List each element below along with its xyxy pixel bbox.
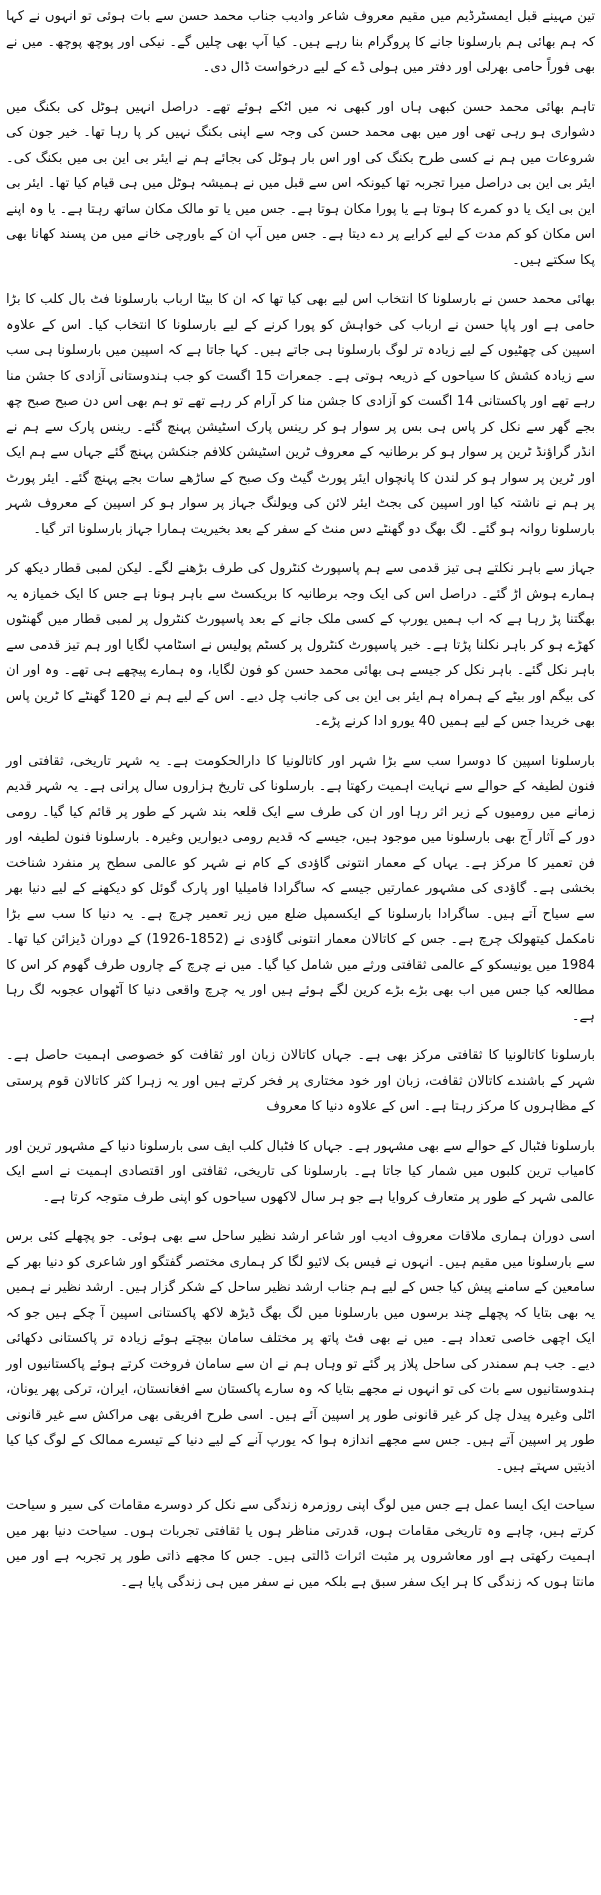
article-paragraph-7: بارسلونا فٹبال کے حوالے سے بھی مشہور ہے۔ جہاں کا فٹبال کلب ایف سی بارسلونا دنیا کے مشہور ترین اور کامیاب ترین کلبوں میں شمار کیا جاتا ہے۔ بارسلونا کی تاریخی، ثقافتی اور اقتصادی اہمیت نے اسے ایک عالمی شہر کے طور پر متعارف کروایا ہے جو ہر سال لاکھوں سیاحوں کو اپنی طرف متوجہ کرتا ہے۔	[6, 1138, 595, 1205]
article-paragraph-1: تین مہینے قبل ایمسٹرڈیم میں مقیم معروف شاعر وادیب جناب محمد حسن سے بات ہوئی تو انہوں نے کہا کہ ہم بھائی ہم بارسلونا جانے کا پروگرام بنا رہے ہیں۔ کیا آپ بھی چلیں گے۔ نیکی اور پوچھ پوچھ۔ میں نے بھی فوراً حامی بھرلی اور دفتر میں ہولی ڈے کے لیے درخواست ڈال دی۔	[6, 9, 595, 75]
article-paragraph-2: تاہم بھائی محمد حسن کبھی ہاں اور کبھی نہ میں اٹکے ہوئے تھے۔ دراصل انہیں ہوٹل کی بکنگ میں دشواری ہو رہی تھی اور میں بھی محمد حسن کی وجہ سے اپنی بکنگ نہیں کر پا رہا تھا۔ خیر جون کی شروعات میں ہم نے کسی طرح بکنگ کی اور اس بار ہوٹل کی بجائے ہم نے ایئر بی این بی میں بکنگ کی۔ ایئر بی این بی دراصل میرا تجربہ تھا کیونکہ اس سے قبل میں نے ہمیشہ ہوٹل میں ہی قیام کیا تھا۔ ایئر بی این بی ایک یا دو کمرے کا ہوتا ہے یا پورا مکان ہوتا ہے۔ جس میں یا تو مالک مکان ساتھ رہتا ہے۔ یا وہ اپنے اس مکان کو کم مدت کے لیے کرایے پر دے دیتا ہے۔ جس میں آپ ان کے باورچی خانے میں من پسند کھانا بھی پکا سکتے ہیں۔	[6, 99, 595, 268]
article-paragraph-9: سیاحت ایک ایسا عمل ہے جس میں لوگ اپنی روزمرہ زندگی سے نکل کر دوسرے مقامات کی سیر و سیاحت کرتے ہیں، چاہے وہ تاریخی مقامات ہوں، قدرتی مناظر ہوں یا ثقافتی تجربات ہوں۔ سیاحت دنیا بھر میں اہمیت رکھتی ہے اور معاشروں پر مثبت اثرات ڈالتی ہیں۔ جس کا مجھے ذاتی طور پر تجربہ ہے اور میں مانتا ہوں کہ زندگی کا ہر ایک سفر سبق ہے بلکہ میں نے سفر میں ہی زندگی پایا ہے۔	[6, 1498, 595, 1590]
article-paragraph-8: اسی دوران ہماری ملاقات معروف ادیب اور شاعر ارشد نظیر ساحل سے بھی ہوئی۔ جو پچھلے کئی برس سے بارسلونا میں مقیم ہیں۔ انہوں نے فیس بک لائیو لگا کر ہماری مختصر گفتگو اور شاعری کو دنیا بھر کے سامعین کے سامنے پیش کیا جس کے لیے ہم جناب ارشد نظیر ساحل کے شکر گزار ہیں۔ ارشد نظیر نے ہمیں یہ بھی بتایا کہ پچھلے چند برسوں میں بارسلونا میں لگ بھگ ڈیڑھ لاکھ پاکستانی اسپین آ چکے ہیں جو کہ ایک اچھی خاصی تعداد ہے۔ میں نے بھی فٹ پاتھ پر مختلف سامان بیچتے ہوئے زیادہ تر پاکستانی دکھائی دیے۔ جب ہم سمندر کی ساحل پلاز پر گئے تو وہاں ہم نے ان سے سامان فروخت کرتے ہوئے پاکستانیوں اور ہندوستانیوں سے بات کی تو انہوں نے مجھے بتایا کہ وہ سارے پاکستان سے افغانستان، ایران، ترکی پھر یونان، اٹلی وغیرہ پیدل چل کر غیر قانونی طور پر اسپین آئے ہیں۔ اسی طرح افریقی بھی مراکش سے غیر قانونی طور پر اسپین آتے ہیں۔ جس سے مجھے اندازہ ہوا کہ یورپ آنے کے لیے دنیا کے تیسرے ممالک کے لوگ کیا کیا اذیتیں سہتے ہیں۔	[6, 1229, 595, 1474]
article-paragraph-4: جہاز سے باہر نکلتے ہی تیز قدمی سے ہم پاسپورٹ کنٹرول کی طرف بڑھنے لگے۔ لیکن لمبی قطار دیکھ کر ہمارے ہوش اڑ گئے۔ دراصل اس کی ایک وجہ برطانیہ کا بریکسٹ سے باہر ہونا ہے جس کا ایک خمیازہ یہ بھگتنا پڑ رہا ہے کہ اب ہمیں یورپ کے کسی ملک جانے کے بعد پاسپورٹ کنٹرول پر لمبی قطار میں گھنٹوں کھڑے ہو کر باہر نکلنا پڑتا ہے۔ خیر پاسپورٹ کنٹرول پر کسٹم پولیس نے اسٹامپ لگایا اور ہم تیز قدمی سے باہر نکل گئے۔ باہر نکل کر جیسے ہی بھائی محمد حسن کو فون لگایا، وہ ہمارے پیچھے ہی تھے۔ وہ اور ان کی بیگم اور بیٹے کے ہمراہ ہم ایئر بی این بی کی جانب چل دیے۔ اس کے لیے ہم نے 120 گھنٹے کا ٹرین پاس بھی خریدا جس کے لیے ہمیں 40 یورو ادا کرنے پڑے۔	[6, 561, 595, 729]
article-paragraph-6: بارسلونا کاتالونیا کا ثقافتی مرکز بھی ہے۔ جہاں کاتالان زبان اور ثقافت کو خصوصی اہمیت حاصل ہے۔ شہر کے باشندے کاتالان ثقافت، زبان اور خود مختاری پر فخر کرتے ہیں اور یہ زہرا کثر کاتالان قوم پرستی کے مظاہروں کا مرکز رہتا ہے۔ اس کے علاوہ دنیا کا معروف	[6, 1048, 595, 1114]
article-paragraph-5: بارسلونا اسپین کا دوسرا سب سے بڑا شہر اور کاتالونیا کا دارالحکومت ہے۔ یہ شہر تاریخی، ثقافتی اور فنون لطیفہ کے حوالے سے نہایت اہمیت رکھتا ہے۔ بارسلونا کی تاریخ ہزاروں سال پرانی ہے۔ یہ شہر قدیم زمانے میں رومیوں کے زیر اثر رہا اور ان کی طرف سے ایک قلعہ بند شہر کے طور پر قائم کیا گیا۔ رومی دور کے آثار آج بھی بارسلونا میں موجود ہیں، جیسے کہ قدیم رومی دیواریں وغیرہ۔ بارسلونا فنون لطیفہ اور فن تعمیر کا مرکز ہے۔ یہاں کے معمار انتونی گاؤدی کے کام نے شہر کو عالمی سطح پر منفرد شناخت بخشی ہے۔ گاؤدی کی مشہور عمارتیں جیسے کہ ساگرادا فامیلیا اور پارک گوئل کو دیکھنے کے لیے دنیا بھر سے سیاح آتے ہیں۔ ساگرادا بارسلونا کے ایکسمپل ضلع میں زیر تعمیر چرچ ہے۔ یہ دنیا کا سب سے بڑا نامکمل کیتھولک چرچ ہے۔ جس کے کاتالان معمار انتونی گاؤدی نے (1852-1926) کے دوران ڈیزائن کیا تھا۔ 1984 میں یونیسکو کے عالمی ثقافتی ورثے میں شامل کیا گیا۔ میں نے چرچ کے چاروں طرف گھوم کر اس کا مطالعہ کیا جس میں اب بھی بڑے بڑے کرین لگے ہوئے ہیں اور یہ چرچ واقعی دنیا کا آٹھواں عجوبہ لگ رہا ہے۔	[6, 753, 595, 1024]
article-paragraph-3: بھائی محمد حسن نے بارسلونا کا انتخاب اس لیے بھی کیا تھا کہ ان کا بیٹا ارباب بارسلونا فٹ بال کلب کا بڑا حامی ہے اور پاپا حسن نے ارباب کی خواہش کو پورا کرنے کے لیے بارسلونا کا انتخاب کیا۔ اس کے علاوہ اسپین کی چھٹیوں کے لیے زیادہ تر لوگ بارسلونا ہی جاتے ہیں۔ کہا جاتا ہے کہ اسپین میں بارسلونا ہی سب سے زیادہ کشش کا سیاحوں کے ذریعہ ہوتی ہے۔ جمعرات 15 اگست کو جب ہندوستانی آزادی کا جشن منا رہے تھے اور پاکستانی 14 اگست کو آزادی کا جشن منا کر آرام کر رہے تھے تو ہم بھی اس دن صبح صبح چھ بجے گھر سے نکل کر پاس ہی بس پر سوار ہو کر رینس پارک اسٹیشن پہنچ گئے۔ رینس پارک سے ہم نے انڈر گراؤنڈ ٹرین پر سوار ہو کر برطانیہ کے معروف ٹرین اسٹیشن کلافم جنکشن پہنچ گئے جہاں سے ہم ایک اور ٹرین پر سوار ہو کر لندن کا پانچواں ایئر پورٹ گیٹ وک صبح کے ساڑھے سات بجے پہنچ گئے۔ ایئر پورٹ پر ہم نے ناشتہ کیا اور اسپین کی بجٹ ایئر لائن کی ویولنگ جہاز پر سوار ہو کر اسپین کے معروف شہر بارسلونا روانہ ہو گئے۔ لگ بھگ دو گھنٹے دس منٹ کے سفر کے بعد بخیریت ہمارا جہاز بارسلونا اتر گیا۔	[6, 292, 595, 537]
